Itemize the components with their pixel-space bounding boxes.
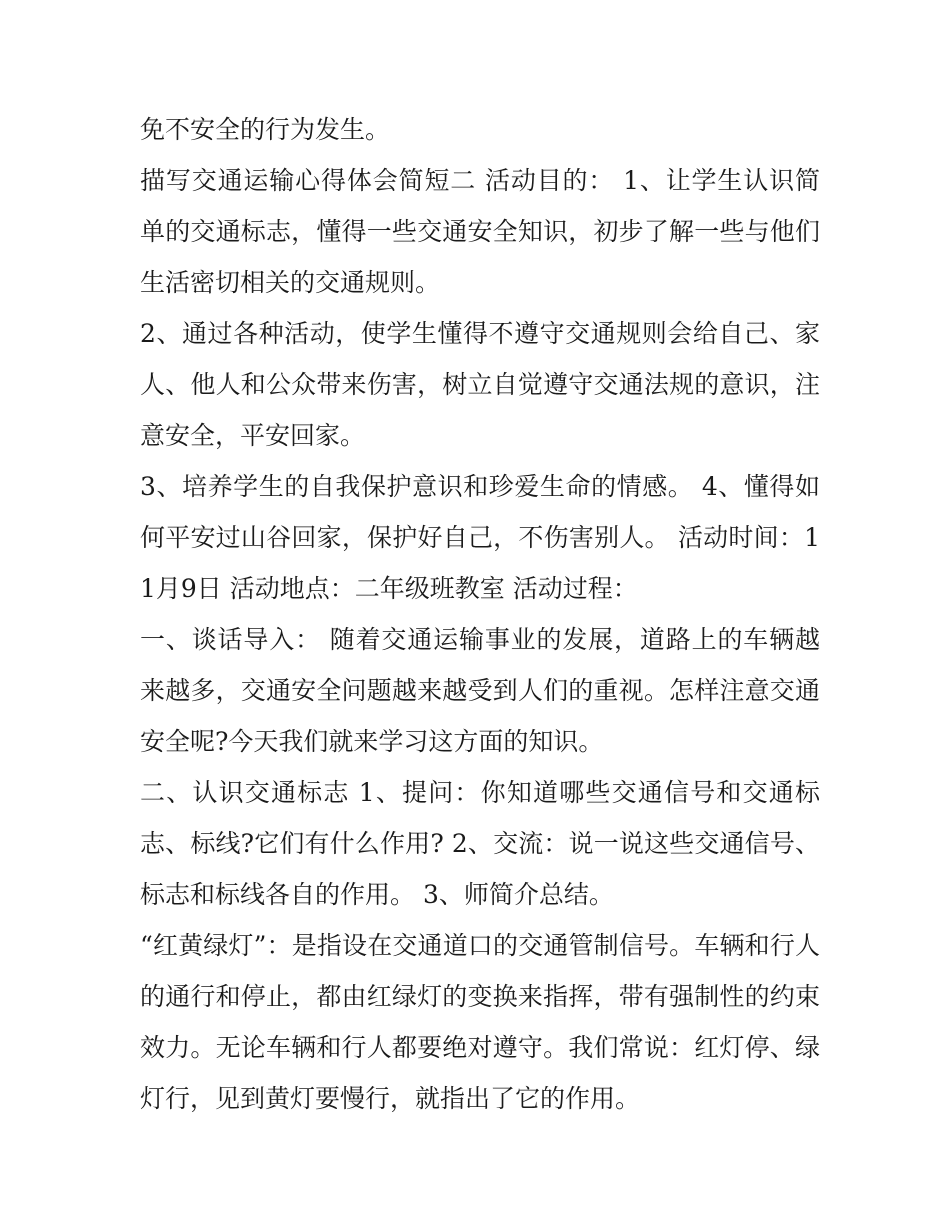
paragraph-7: “红黄绿灯”：是指设在交通道口的交通管制信号。车辆和行人的通行和停止，都由红绿灯的变换来指挥，带有强制性的约束效力。无论车辆和行人都要绝对遵守。我们常说：红灯停、绿灯行，见到黄灯要慢行，就指出了它的作用。 bbox=[140, 931, 820, 1113]
paragraph-4: 3、培养学生的自我保护意识和珍爱生命的情感。 4、懂得如何平安过山谷回家，保护好自己，不伤害别人。 活动时间：11月9日 活动地点：二年级班教室 活动过程： bbox=[140, 472, 820, 603]
paragraph-6: 二、认识交通标志 1、提问：你知道哪些交通信号和交通标志、标线?它们有什么作用? 2、交流：说一说这些交通信号、标志和标线各自的作用。 3、师简介总结。 bbox=[140, 778, 820, 909]
paragraph-1: 免不安全的行为发生。 bbox=[140, 115, 391, 144]
document-body bbox=[140, 104, 820, 1124]
paragraph-2: 描写交通运输心得体会简短二 活动目的： 1、让学生认识简单的交通标志，懂得一些交通安全知识，初步了解一些与他们生活密切相关的交通规则。 bbox=[140, 166, 820, 297]
paragraph-3: 2、通过各种活动，使学生懂得不遵守交通规则会给自己、家人、他人和公众带来伤害，树立自觉遵守交通法规的意识，注意安全，平安回家。 bbox=[140, 319, 820, 450]
paragraph-5: 一、谈话导入： 随着交通运输事业的发展，道路上的车辆越来越多，交通安全问题越来越受到人们的重视。怎样注意交通安全呢?今天我们就来学习这方面的知识。 bbox=[140, 625, 820, 756]
